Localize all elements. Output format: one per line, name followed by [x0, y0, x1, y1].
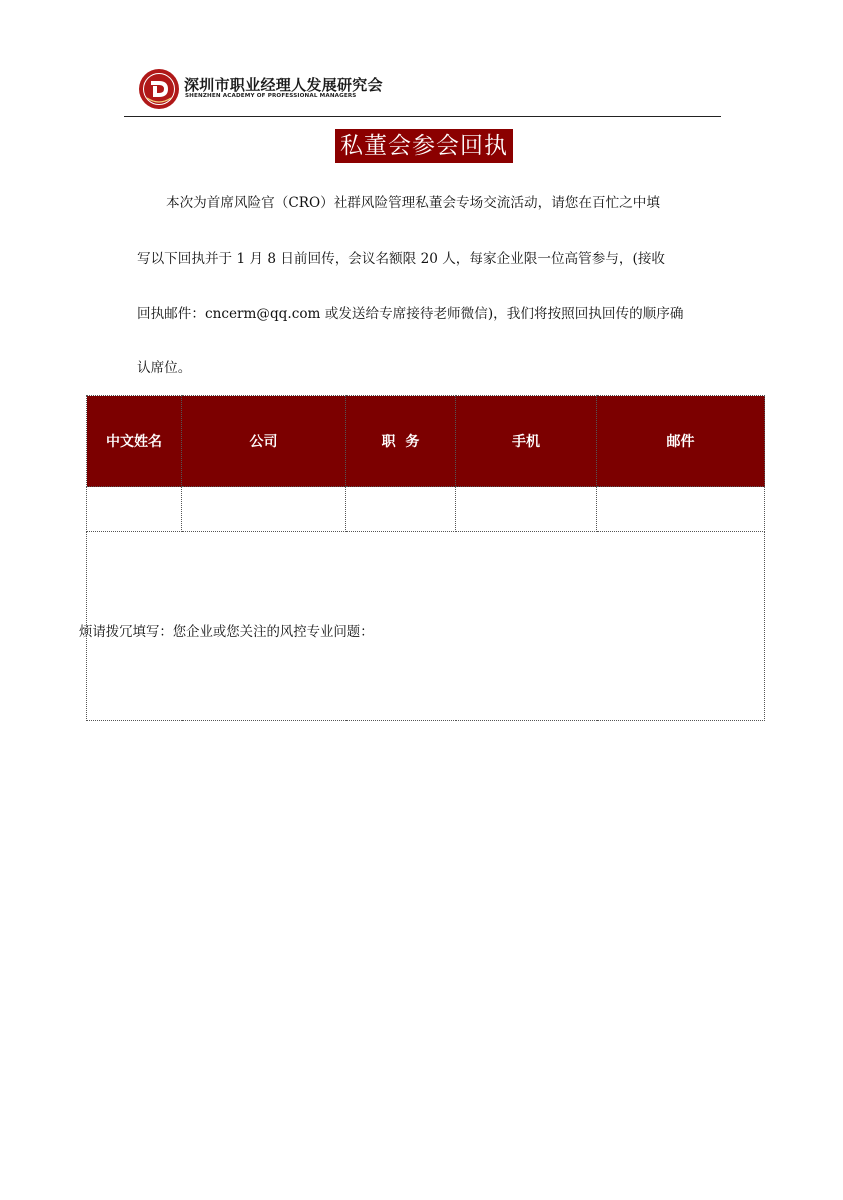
intro-paragraph-line-3: 回执邮件：cncerm@qq.com 或发送给专席接待老师微信)，我们将按照回执回传的顺序确 — [137, 306, 684, 322]
document-title: 私董会参会回执 — [335, 129, 513, 163]
column-header-email: 邮件 — [597, 396, 765, 487]
company-cell[interactable] — [182, 487, 346, 532]
column-header-company: 公司 — [182, 396, 346, 487]
concerns-input-area[interactable] — [79, 532, 765, 721]
column-header-position: 职 务 — [346, 396, 456, 487]
org-name-cn: 深圳市职业经理人发展研究会 — [184, 76, 383, 94]
mobile-cell[interactable] — [456, 487, 597, 532]
intro-paragraph-line-2: 写以下回执并于 1 月 8 日前回传，会议名额限 20 人，每家企业限一位高管参与，(接收 — [137, 251, 666, 267]
column-header-mobile: 手机 — [456, 396, 597, 487]
org-name-en: SHENZHEN ACADEMY OF PROFESSIONAL MANAGERS — [185, 93, 357, 99]
table-row — [87, 487, 765, 532]
position-cell[interactable] — [346, 487, 456, 532]
intro-paragraph-line-4: 认席位。 — [137, 360, 192, 376]
academy-logo-icon — [138, 68, 180, 110]
name-cell[interactable] — [87, 487, 182, 532]
form-header-row — [87, 396, 765, 487]
header-divider — [124, 116, 721, 117]
registration-form-table — [79, 395, 765, 721]
note-row — [87, 532, 765, 721]
email-cell[interactable] — [597, 487, 765, 532]
intro-paragraph-line-1: 本次为首席风险官（CRO）社群风险管理私董会专场交流活动，请您在百忙之中填 — [166, 195, 660, 211]
column-header-name: 中文姓名 — [87, 396, 182, 487]
concerns-label: 烦请拨冗填写：您企业或您关注的风控专业问题： — [79, 625, 374, 640]
